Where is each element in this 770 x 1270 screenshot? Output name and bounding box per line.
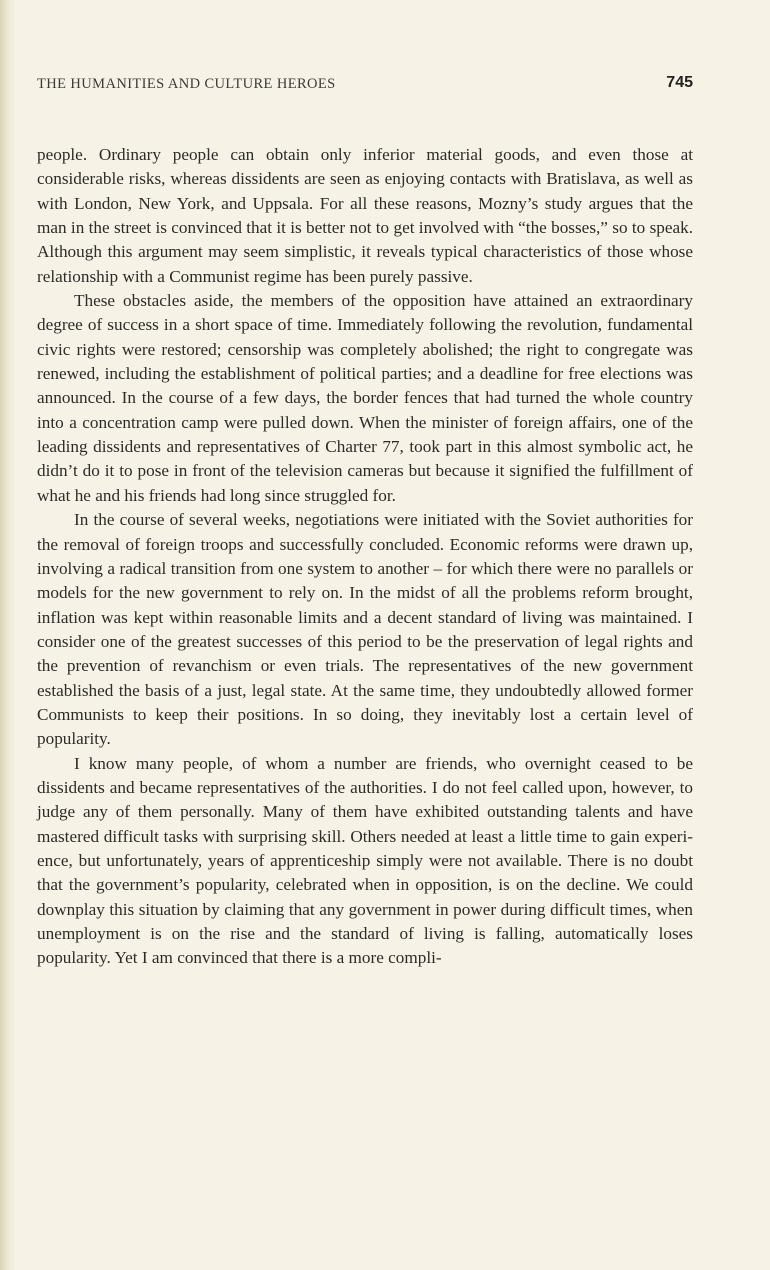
paragraph: I know many people, of whom a number are friends, who overnight ceased to be dissidents and became representatives of the authorities. I do not feel called upon, however, to judge any of them personally. Many of them have exhibited outstanding talents and have mastered difficult tasks with surprising skill. Others needed at least a little time to gain experience, but unfortunately, years of apprenticeship simply were not available. There is no doubt that the government’s popularity, celebrated when in opposition, is on the decline. We could downplay this situation by claiming that any government in power during difficult times, when unemployment is on the rise and the standard of living is falling, automatically loses popularity. Yet I am convinced that there is a more compli- (37, 753, 693, 968)
running-head: THE HUMANITIES AND CULTURE HEROES (37, 76, 336, 92)
page-header (37, 72, 693, 100)
body-text (37, 143, 693, 971)
page-number: 745 (666, 74, 693, 91)
page-binding-shadow (0, 0, 16, 1270)
paragraph: In the course of several weeks, negotiations were initiated with the Soviet authorities for the removal of foreign troops and successfully concluded. Economic reforms were drawn up, involving a radical transition from one system to another – for which there were no parallels or models for the new government to rely on. In the midst of all the problems reform brought, inflation was kept within reasonable limits and a decent standard of living was maintained. I consider one of the greatest successes of this period to be the preservation of legal rights and the prevention of revanchism or even trials. The representatives of the new government established the basis of a just, legal state. At the same time, they undoubtedly allowed former Communists to keep their positions. In so doing, they inevitably lost a certain level of popularity. (37, 510, 693, 749)
paragraph: people. Ordinary people can obtain only inferior material goods, and even those at considerable risks, whereas dissidents are seen as enjoying contacts with Bratislava, as well as with London, New York, and Uppsala. For all these reasons, Mozny’s study argues that the man in the street is convinced that it is better not to get involved with “the bosses,” so to speak. Although this argument may seem simplistic, it reveals typical characteristics of those whose relationship with a Communist regime has been purely passive. (37, 145, 693, 286)
paragraph: These obstacles aside, the members of the opposition have attained an extraordinary degree of success in a short space of time. Immediately following the revolution, fundamental civic rights were restored; censorship was completely abolished; the right to congregate was renewed, including the establishment of political parties; and a deadline for free elections was announced. In the course of a few days, the border fences that had turned the whole country into a concentration camp were pulled down. When the minister of foreign affairs, one of the leading dissidents and representatives of Charter 77, took part in this almost symbolic act, he didn’t do it to pose in front of the television cameras but because it signified the fulfillment of what he and his friends had long since struggled for. (37, 291, 693, 505)
